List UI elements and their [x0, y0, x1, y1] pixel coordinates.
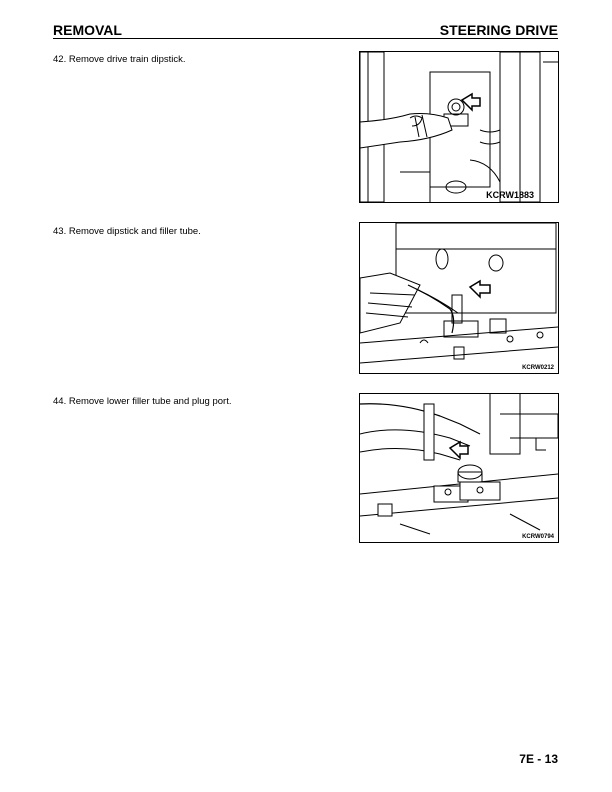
page-number: 7E - 13: [519, 752, 558, 766]
figure-44: [359, 393, 559, 543]
figure-43-illustration: [360, 223, 558, 373]
figure-42-illustration: [360, 52, 558, 202]
step-42-text: 42. Remove drive train dipstick.: [53, 54, 186, 65]
step-44-text: 44. Remove lower filler tube and plug port.: [53, 396, 232, 407]
figure-42: [359, 51, 559, 203]
section-title: REMOVAL: [53, 22, 122, 38]
figure-43-label: KCRW0212: [522, 365, 554, 371]
chapter-title: STEERING DRIVE: [439, 22, 558, 38]
figure-44-label: KCRW0794: [522, 534, 554, 540]
figure-44-illustration: [360, 394, 558, 542]
figure-43: [359, 222, 559, 374]
figure-42-label: KCRW1883: [486, 190, 534, 200]
header-rule: [53, 38, 558, 39]
step-43-text: 43. Remove dipstick and filler tube.: [53, 226, 201, 237]
